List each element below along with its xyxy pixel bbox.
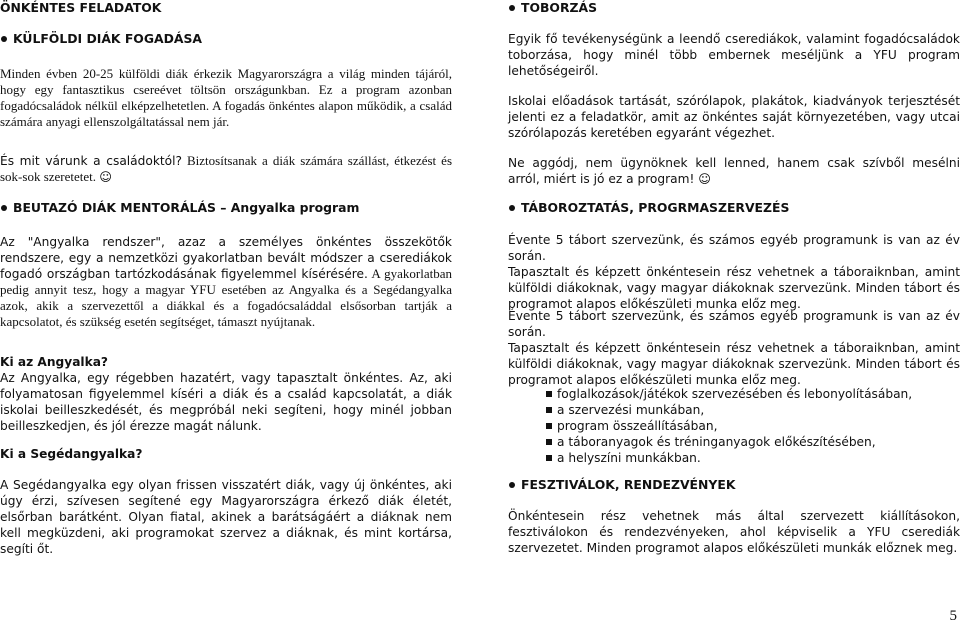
square-bullet-icon bbox=[546, 423, 552, 429]
smiley-icon: ☺ bbox=[698, 172, 711, 186]
section-heading-mentoring: BEUTAZÓ DIÁK MENTORÁLÁS – Angyalka program bbox=[0, 200, 359, 216]
smiley-icon: ☺ bbox=[99, 170, 112, 184]
section-heading-camps: TÁBOROZTATÁS, PROGRMASZERVEZÉS bbox=[508, 200, 789, 216]
bullet-dot-icon bbox=[509, 5, 515, 11]
page-number: 5 bbox=[949, 608, 957, 624]
bullet-dot-icon bbox=[1, 36, 7, 42]
angyalka-system-practice: A gyakorlatban pedig annyit tesz, hogy a magyar YFU esetében az Angyalka és a Segédangyalka azok, akik a szervezettől a diákkal és a fogadócsaláddal elsősorban tartják a kapcsolatot, és szükség esetén segítséget, támaszt nyújtanak. bbox=[0, 266, 452, 329]
square-bullet-icon bbox=[546, 391, 552, 397]
festivals-paragraph: Önkéntesein rész vehetnek más által szervezett kiállításokon, fesztiválokon és rendezvényeken, ahol képviselik a YFU cserediák szervezetet. Minden programot alapos előkészületi munkák előznek meg. bbox=[508, 509, 960, 555]
square-bullet-icon bbox=[546, 407, 552, 413]
recruitment-encouragement: Ne aggódj, nem ügynöknek kell lenned, hanem csak szívből mesélni arról, miért is jó ez a program! ☺ bbox=[508, 156, 960, 186]
host-family-intro: Minden évben 20-25 külföldi diák érkezik Magyarországra a világ minden tájáról, hogy egy fantasztikus csereévet töltsön országunkban. Ez a program azonban fogadócsaládok nélkül elképzelhetetlen. A fogadás önkéntes alapon működik, a család számára anyagi ellenszolgáltatással nem jár. bbox=[0, 66, 452, 129]
expectations-answer: Biztosítsanak a diák számára szállást, étkezést és sok-sok szeretetet. bbox=[0, 153, 452, 184]
expectations-question: És mit várunk a családoktól? bbox=[0, 154, 182, 168]
segedangyalka-question: Ki a Segédangyalka? bbox=[0, 447, 143, 461]
camps-paragraph-4: Tapasztalt és képzett önkéntesein rész vehetnek a táboraiknban, amint külföldi diákoknak, vagy magyar diákoknak szervezünk. Minden tábort és programot alapos előkészületi munka előz meg. bbox=[508, 341, 960, 387]
bullet-dot-icon bbox=[509, 482, 515, 488]
square-bullet-icon bbox=[546, 455, 552, 461]
angyalka-system-definition: Az "Angyalka rendszer", azaz a személyes önkéntes összekötők rendszere, egy a nemzetközi gyakorlatban bevált módszer a cserediákok fogadó országban tartózkodásának figyelemmel kísérésére. bbox=[0, 235, 452, 281]
host-family-expectations bbox=[0, 153, 452, 185]
camps-paragraph-2: Tapasztalt és képzett önkéntesein rész vehetnek a táboraiknban, amint külföldi diákoknak, vagy magyar diákoknak szervezünk. Minden tábort és programot alapos előkészületi munka előz meg. bbox=[508, 265, 960, 311]
angyalka-question: Ki az Angyalka? bbox=[0, 355, 109, 369]
recruitment-intro: Egyik fő tevékenységünk a leendő cserediákok, valamint fogadócsaládok toborzása, hogy minél több embernek meséljünk a YFU program lehetőségeiről. bbox=[508, 32, 960, 78]
section-heading-recruitment: TOBORZÁS bbox=[508, 0, 597, 16]
section-heading-host-family: KÜLFÖLDI DIÁK FOGADÁSA bbox=[0, 31, 202, 47]
square-bullet-icon bbox=[546, 439, 552, 445]
angyalka-system-text bbox=[0, 234, 452, 330]
list-item: a táboranyagok és tréninganyagok előkészítésében, bbox=[508, 434, 960, 450]
recruitment-activities: Iskolai előadások tartását, szórólapok, plakátok, kiadványok terjesztését jelenti ez a feladatkör, amit az önkéntes saját környezetében, vagy utcai szórólapozás keretében egyaránt végezhet. bbox=[508, 94, 960, 140]
camps-paragraph-1: Évente 5 tábort szervezünk, és számos egyéb programunk is van az év során. bbox=[508, 233, 960, 263]
page-title: ÖNKÉNTES FELADATOK bbox=[0, 0, 162, 15]
section-heading-festivals: FESZTIVÁLOK, RENDEZVÉNYEK bbox=[508, 477, 735, 493]
segedangyalka-answer: A Segédangyalka egy olyan frissen visszatért diák, vagy új önkéntes, aki úgy érzi, szívesen segítené egy Magyarországra érkező diák életét, elsőrban barátként. Olyan fiatal, akinek a barátságáért a diáknak nem kell megküzdeni, aki programokat szervez a diáknak, és mint kortársa, segíti őt. bbox=[0, 478, 452, 556]
camps-paragraph-3: Évente 5 tábort szervezünk, és számos egyéb programunk is van az év során. bbox=[508, 309, 960, 339]
angyalka-answer: Az Angyalka, egy régebben hazatért, vagy tapasztalt önkéntes. Az, aki folyamatosan figyelemmel kíséri a diák és a család kapcsolatát, a diák iskolai beilleszkedését, és megpróbál neki segíteni, hogy minél jobban beilleszkedjen, és jól érezze magát nálunk. bbox=[0, 371, 452, 433]
list-item: program összeállításában, bbox=[508, 418, 960, 434]
list-item: foglalkozások/játékok szervezésében és lebonyolításában, bbox=[508, 386, 960, 402]
list-item: a szervezési munkában, bbox=[508, 402, 960, 418]
list-item: a helyszíni munkákban. bbox=[508, 450, 960, 466]
bullet-dot-icon bbox=[509, 205, 515, 211]
camps-task-list bbox=[508, 386, 960, 466]
bullet-dot-icon bbox=[1, 205, 7, 211]
